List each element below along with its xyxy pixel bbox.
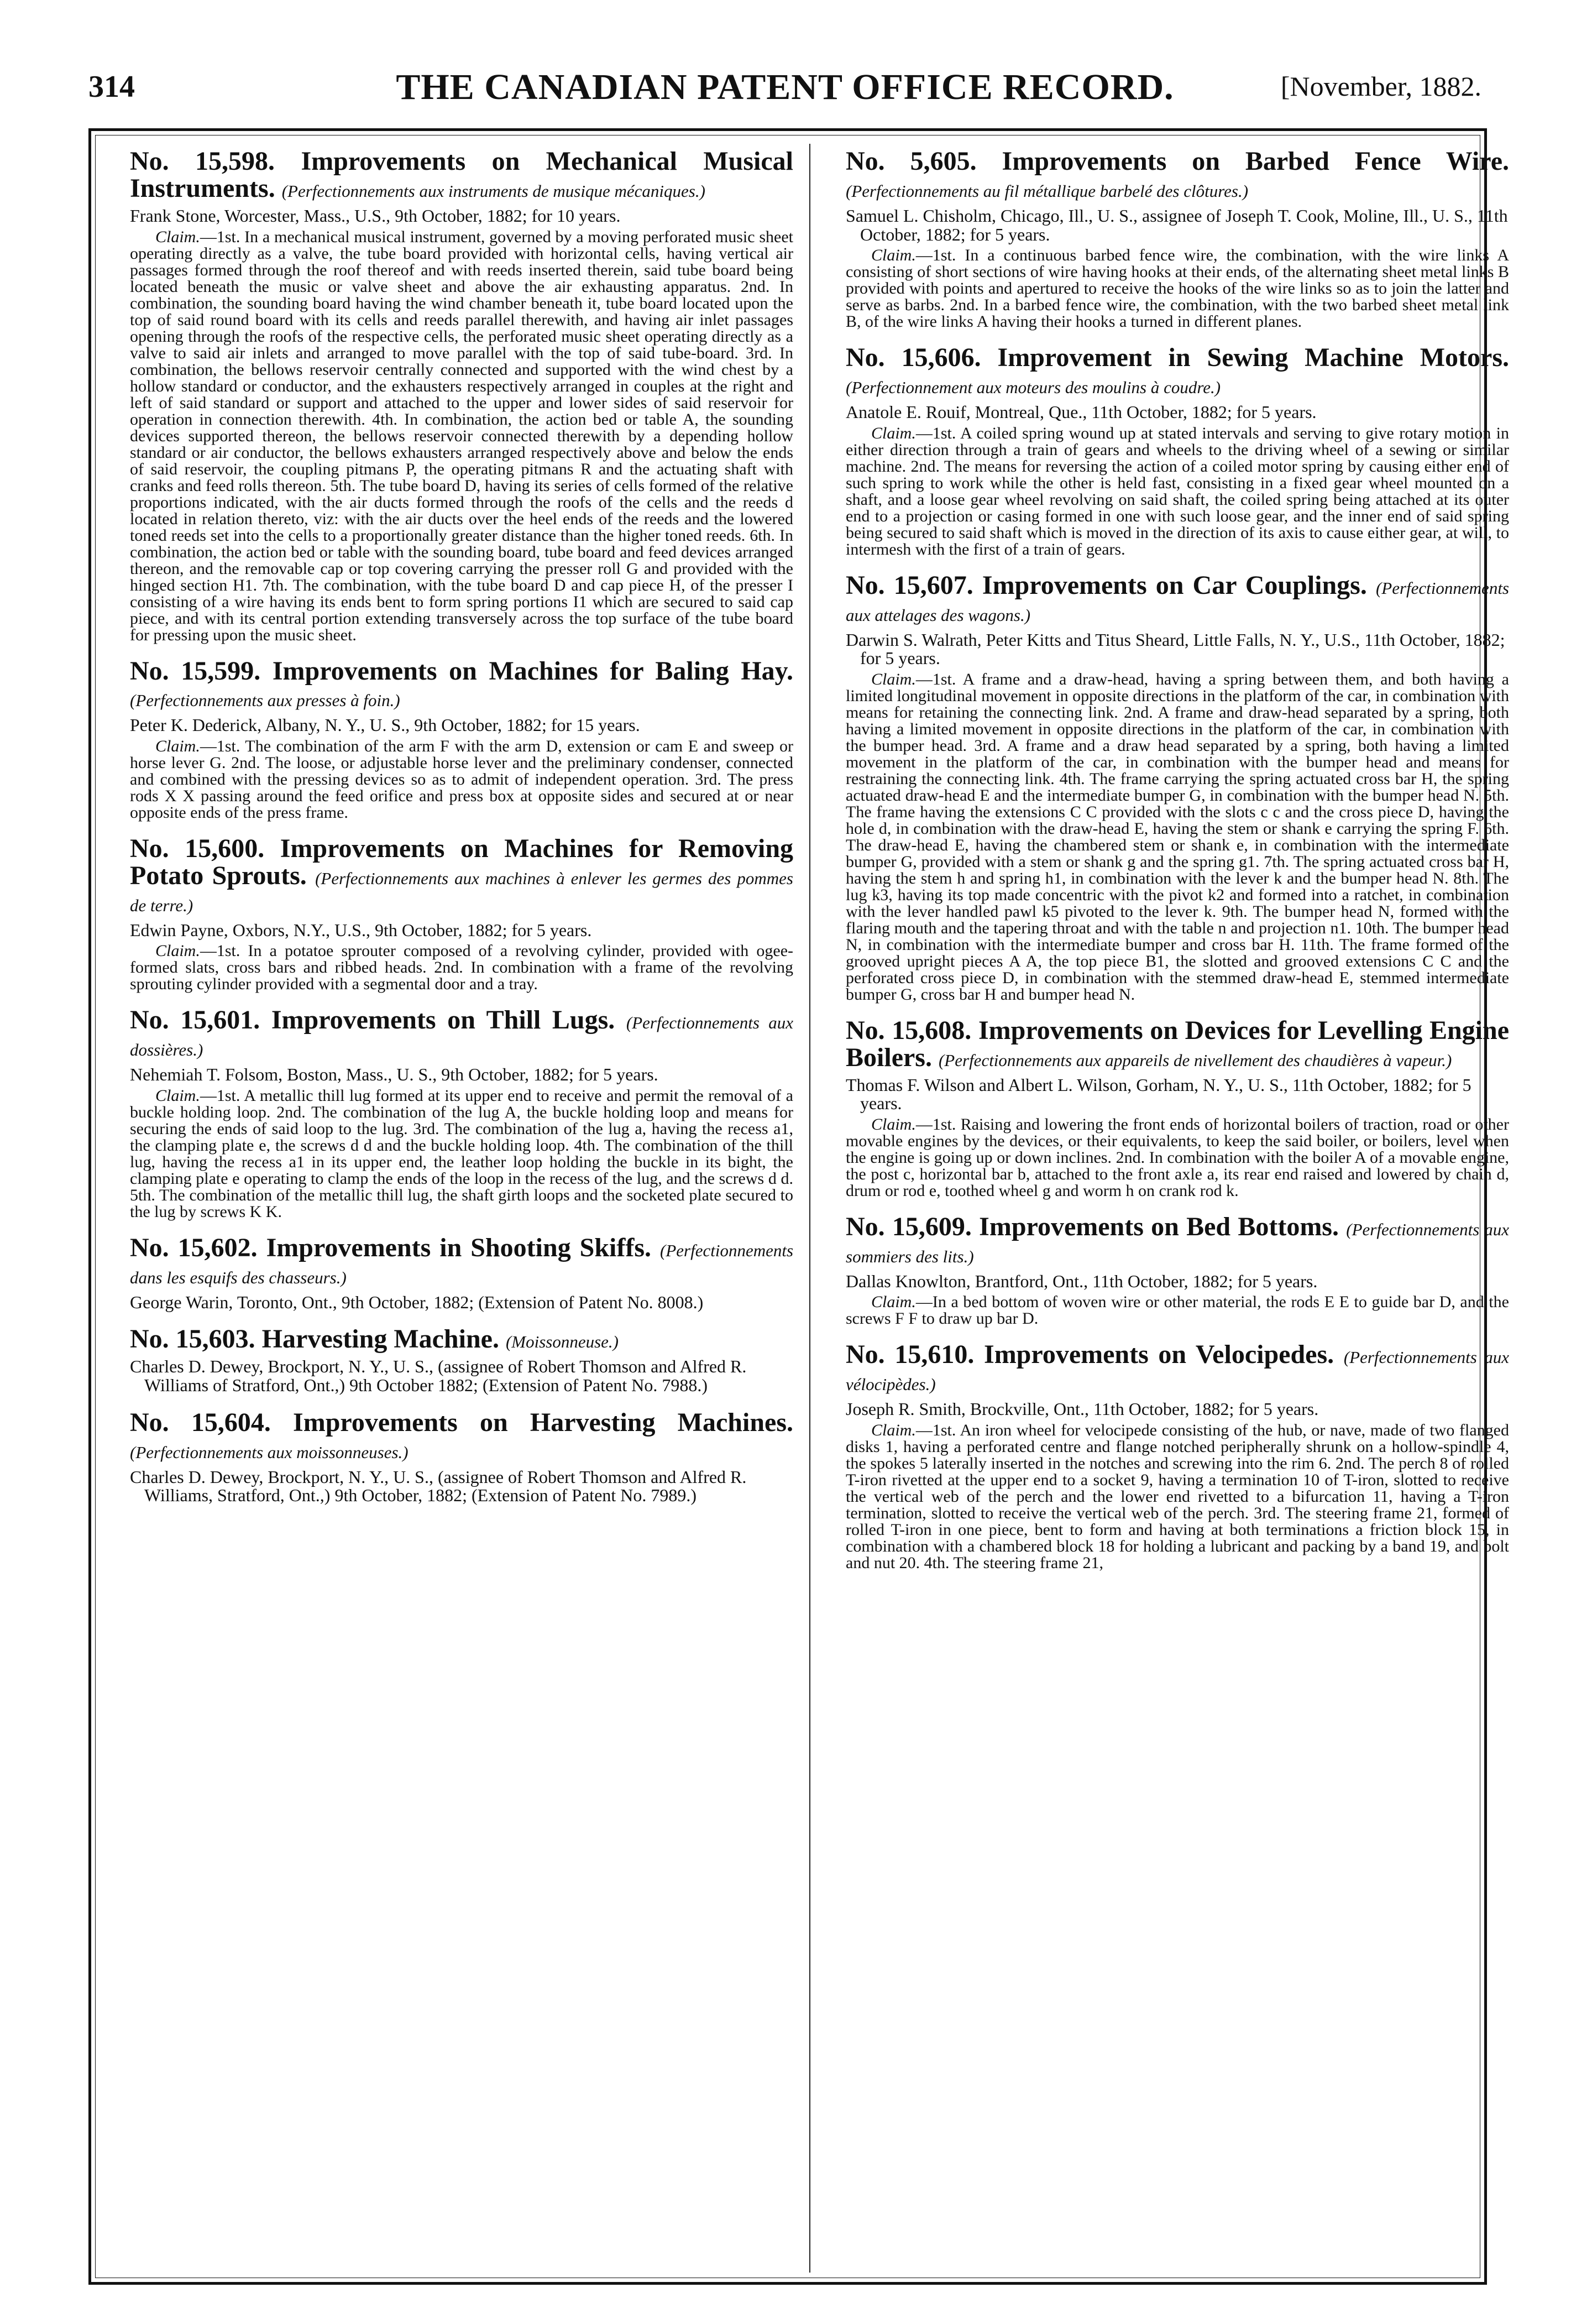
entry-heading xyxy=(846,148,1509,202)
patent-number: No. 5,605. xyxy=(846,147,977,176)
patent-entry-left-3 xyxy=(130,835,793,993)
patent-number: No. 15,601. xyxy=(130,1005,260,1035)
claim-text xyxy=(846,1422,1509,1571)
entry-heading xyxy=(846,1017,1509,1072)
claim-label: Claim. xyxy=(871,246,916,265)
patent-entry-left-2 xyxy=(130,658,793,822)
french-title: (Moissonneuse.) xyxy=(505,1332,619,1352)
patent-title: Improvements on Car Couplings. xyxy=(982,570,1367,600)
patent-number: No. 15,603. xyxy=(130,1324,255,1354)
claim-label: Claim. xyxy=(155,737,200,755)
french-title: (Perfectionnement aux moteurs des moulins à coudre.) xyxy=(846,378,1221,398)
publication-title: THE CANADIAN PATENT OFFICE RECORD. xyxy=(396,67,1174,107)
page-header xyxy=(88,64,1481,113)
patent-entry-right-1 xyxy=(846,148,1509,330)
claim-body: —1st. An iron wheel for velocipede consisting of the hub, or nave, made of two flanged disks 1, having a perforated centre and flange notched peripherally shrunk on a hollow-spindle 4, the spokes 5 laterally inserted in the notches and screwing into the rim 6. 2nd. The perch 8 of rolled T-iron rivetted at the upper end to a socket 9, having a termination 10 of T-iron, slotted to receive the vertical web of the perch and the lower end rivetted to a bifurcation 11, having a T-iron termination, slotted to receive the vertical web of the perch. 3rd. The steering frame 21, formed of rolled T-iron in one piece, bent to form and having at both terminations a friction block 15, in combination with a chambered block 18 for holding a lubricant and packing by a band 19, and bolt and nut 20. 4th. The steering frame 21, xyxy=(846,1420,1509,1572)
entry-heading xyxy=(130,1232,794,1289)
patent-entry-right-2 xyxy=(846,344,1509,558)
patentee-line: Joseph R. Smith, Brockville, Ont., 11th October, 1882; for 5 years. xyxy=(846,1399,1319,1419)
french-title: (Perfectionnements aux vélocipèdes.) xyxy=(846,1348,1510,1395)
french-title: (Perfectionnements aux instruments de musique mécaniques.) xyxy=(281,181,705,201)
entry-heading xyxy=(130,1409,793,1464)
entry-heading xyxy=(846,572,1509,626)
claim-label: Claim. xyxy=(155,1086,200,1105)
claim-text xyxy=(846,247,1509,330)
right-column xyxy=(846,148,1509,1586)
entry-heading xyxy=(846,344,1509,399)
patentee-line: Edwin Payne, Oxbors, N.Y., U.S., 9th October, 1882; for 5 years. xyxy=(130,920,592,940)
entry-heading xyxy=(130,148,793,202)
patentee-line: Frank Stone, Worcester, Mass., U.S., 9th October, 1882; for 10 years. xyxy=(130,205,621,226)
patent-number: No. 15,608. xyxy=(846,1015,972,1045)
issue-date: [November, 1882. xyxy=(1280,71,1481,102)
french-title: (Perfectionnements aux moissonneuses.) xyxy=(130,1442,409,1462)
patent-number: No. 15,610. xyxy=(846,1340,975,1370)
claim-body: —1st. In a mechanical musical instrument, governed by a moving perforated music sheet operating directly as a valve, the tube board provided with horizontal cells, having vertical air passages formed through the roof thereof and with reeds inserted therein, said tube board being located beneath the music or valve sheet and above the air exhausting apparatus. 2nd. In combination, the sounding board having the wind chamber beneath it, tube board located upon the top of said round board with its cells and reeds parallel therewith, and having air inlet passages opening through the roofs of the respective cells, the perforated music sheet operating directly as a valve to said air inlets and arranged to move parallel with the top of said tube-board. 3rd. In combination, the bellows reservoir centrally connected and supported with the wind chest by a hollow standard or conductor, and the exhausters respectively arranged in couples at the right and left of said standard or support and attached to the upper and lower sides of said reservoir for operation in connection therewith. 4th. In combination, the action bed or table A, the sounding devices supported thereon, the bellows reservoir connected therewith by a depending hollow standard or air conductor, the bellows exhausters arranged respectively above and below the ends of said reservoir, the coupling pitmans P, the operating pitmans R and the actuating shaft with cranks and feed rolls thereon. 5th. The tube board D, having its series of cells formed of the relative proportions indicated, with the air ducts formed through the roofs of the cells and the reeds d located in relation thereto, viz: with the air ducts over the heel ends of the reeds and the lowered toned reeds set into the cells to a proportionally greater distance than the higher toned reeds. 6th. In combination, the action bed or table with the sounding board, tube board and feed devices arranged thereon, and the removable cap or top covering carrying the presser roll G and provided with the hinged section H1. 7th. The combination, with the tube board D and cap piece H, of the presser I consisting of a wire having its ends bent to form spring portions I1 which are secured to said cap piece, and with its central portion extending transversely across the top surface of the tube board for pressing upon the music sheet. xyxy=(130,227,793,644)
patent-number: No. 15,609. xyxy=(846,1211,972,1241)
claim-text xyxy=(846,1116,1509,1199)
claim-label: Claim. xyxy=(871,1115,916,1134)
french-title: (Perfectionnements aux presses à foin.) xyxy=(130,691,400,711)
patent-entry-left-4 xyxy=(130,1007,793,1220)
claim-text xyxy=(130,229,793,644)
entry-heading xyxy=(130,1007,793,1061)
claim-text xyxy=(130,1088,793,1220)
patent-entry-right-5 xyxy=(846,1211,1510,1328)
french-title: (Perfectionnements aux dossières.) xyxy=(130,1013,794,1060)
claim-text xyxy=(130,943,793,993)
patentee-line: Samuel L. Chisholm, Chicago, Ill., U. S., assignee of Joseph T. Cook, Moline, Ill., U. S., 11th October, 1882; for 5 years. xyxy=(846,205,1508,244)
claim-body: —1st. In a potatoe sprouter composed of a revolving cylinder, provided with ogee-formed slats, cross bars and ribbed heads. 2nd. In combination with a frame of the revolving sprouting cylinder provided with a segmental door and a tray. xyxy=(130,942,793,994)
french-title: (Perfectionnements aux sommiers des lits.) xyxy=(846,1219,1510,1266)
patent-entry-left-5 xyxy=(130,1232,794,1312)
patent-number: No. 15,602. xyxy=(130,1232,258,1262)
patent-title: Improvements in Shooting Skiffs. xyxy=(266,1232,652,1262)
claim-text xyxy=(130,738,793,821)
patent-title: Improvements on Harvesting Machines. xyxy=(293,1407,794,1437)
claim-text xyxy=(846,425,1509,558)
patent-entry-right-6 xyxy=(846,1341,1509,1571)
claim-label: Claim. xyxy=(155,942,200,960)
patent-number: No. 15,598. xyxy=(130,147,275,176)
column-divider xyxy=(809,144,810,2273)
claim-label: Claim. xyxy=(155,227,200,246)
left-column xyxy=(130,148,793,1519)
claim-body: —1st. A metallic thill lug formed at its upper end to receive and permit the removal of a buckle holding loop. 2nd. The combination of the lug A, the buckle holding loop and means for securing the ends of said loop to the lug. 3rd. The combination of the lug a, having the recess a1, the clamping plate e, the screws d d and the buckle holding loop. 4th. The combination of the thill lug, having the recess a1 in its upper end, the leather loop holding the buckle in its bight, the clamping plate e operating to clamp the ends of the loop in the recess of the lug, and the screws d d. 5th. The combination of the metallic thill lug, the shaft girth loops and the socketed plate secured to the lug by screws K K. xyxy=(130,1086,793,1221)
patent-number: No. 15,604. xyxy=(130,1407,271,1437)
claim-label: Claim. xyxy=(871,1420,916,1439)
patent-title: Improvements on Machines for Removing Potato Sprouts. xyxy=(130,834,794,890)
patentee-line: Peter K. Dederick, Albany, N. Y., U. S., 9th October, 1882; for 15 years. xyxy=(130,715,640,735)
patent-entry-right-4 xyxy=(846,1017,1509,1199)
french-title: (Perfectionnements au fil métallique barbelé des clôtures.) xyxy=(846,181,1249,201)
claim-body: —1st. The combination of the arm F with the arm D, extension or cam E and sweep or horse lever G. 2nd. The loose, or adjustable horse lever and the preliminary condenser, connected and combined with the pressing devices so as to admit of independent operation. 3rd. The press rods X X passing around the feed orifice and press box at opposite sides and secured at or near opposite ends of the press frame. xyxy=(130,737,793,822)
claim-text xyxy=(846,671,1509,1003)
patent-title: Improvements on Thill Lugs. xyxy=(271,1005,615,1035)
patent-number: No. 15,600. xyxy=(130,834,265,863)
french-title: (Perfectionnements aux appareils de nivellement des chaudières à vapeur.) xyxy=(938,1050,1452,1070)
patent-title: Improvements on Machines for Baling Hay. xyxy=(272,656,794,686)
french-title: (Perfectionnements dans les esquifs des chasseurs.) xyxy=(130,1240,794,1287)
patentee-line: Dallas Knowlton, Brantford, Ont., 11th October, 1882; for 5 years. xyxy=(846,1271,1318,1291)
claim-text xyxy=(846,1294,1509,1327)
patentee-line: Thomas F. Wilson and Albert L. Wilson, Gorham, N. Y., U. S., 11th October, 1882; for 5 years. xyxy=(846,1074,1471,1114)
patentee-line: Anatole E. Rouif, Montreal, Que., 11th October, 1882; for 5 years. xyxy=(846,402,1317,422)
claim-body: —In a bed bottom of woven wire or other material, the rods E E to guide bar D, and the screws F F to draw up bar D. xyxy=(846,1293,1509,1328)
patent-title: Improvements on Velocipedes. xyxy=(984,1340,1334,1370)
patentee-line: Darwin S. Walrath, Peter Kitts and Titus Sheard, Little Falls, N. Y., U.S., 11th October, 1882; for 5 years. xyxy=(846,629,1505,669)
french-title: (Perfectionnements aux machines à enlever les germes des pommes de terre.) xyxy=(130,868,793,915)
patentee-line: Charles D. Dewey, Brockport, N. Y., U. S., (assignee of Robert Thomson and Alfred R. Williams of Stratford, Ont.,) 9th October 1882; (Extension of Patent No. 7988.) xyxy=(130,1356,747,1395)
patent-entry-left-7 xyxy=(130,1409,793,1505)
claim-body: —1st. In a continuous barbed fence wire, the combination, with the wire links A consisting of short sections of wire having hooks at their ends, of the alternating sheet metal links B provided with points and apertured to receive the hooks of the wire links so as to join the latter and serve as barbs. 2nd. In a barbed fence wire, the combination, with the two barbed sheet metal link B, of the wire links A having their hooks a turned in different planes. xyxy=(846,246,1509,331)
entry-heading xyxy=(846,1341,1509,1396)
patent-entry-left-1 xyxy=(130,148,793,644)
french-title: (Perfectionnements aux attelages des wagons.) xyxy=(846,578,1509,625)
patent-title: Improvements on Bed Bottoms. xyxy=(979,1211,1339,1241)
patent-number: No. 15,607. xyxy=(846,570,973,600)
patent-number: No. 15,599. xyxy=(130,656,261,686)
claim-body: —1st. A frame and a draw-head, having a spring between them, and both having a limited longitudinal movement in opposite directions in the platform of the car, in combination with means for retaining the connecting link. 2nd. A frame and draw-head separated by a spring, both having a limited movement in opposite directions in the platform of the car, in combination with the bumper head. 3rd. A frame and a draw head separated by a spring, both having a limited movement in the platform of the car, in combination with the bumper head and means for restraining the connecting link. 4th. The frame carrying the spring actuated cross bar H, the spring actuated draw-head E and the intermediate bumper G, in combination with the bumper head N. 5th. The frame having the extensions C C provided with the slots c c and the cross piece D, having the hole d, in combination with the draw-head E, having the stem or shank e carrying the spring F. 6th. The draw-head E, having the chambered stem or shank e, in combination with the intermediate bumper G, provided with a stem or shank g and the spring g1. 7th. The spring actuated cross bar H, having the stem h and spring h1, in combination with the lever k and the bumper head N. 8th. The lug k3, having its top made concentric with the pivot k2 and formed into a ratchet, in combination with the lever handled pawl k5 pivoted to the lever k. 9th. The bumper head N, formed with the flaring mouth and the tapering throat and with the table n and projection n1. 10th. The bumper head N, in combination with the intermediate bumper and cross bar H. 11th. The frame formed of the grooved upright pieces A A, the top piece B1, the slotted and grooved extensions C C and the perforated cross piece D, in combination with the stemmed draw-head E, stemmed intermediate bumper G, cross bar H and bumper head N. xyxy=(846,670,1509,1004)
claim-body: —1st. Raising and lowering the front ends of horizontal boilers of traction, road or other movable engines by the devices, or their equivalents, to keep the said boiler, or boilers, level when the engine is going up or down inclines. 2nd. In combination with the boiler A of a movable engine, the post c, horizontal bar b, attached to the front axle a, its rear end raised and lowered by chain d, drum or rod e, toothed wheel g and worm h on crank rod k. xyxy=(846,1115,1509,1200)
patent-title: Improvements on Devices for Levelling Engine Boilers. xyxy=(846,1015,1509,1072)
patent-entry-right-3 xyxy=(846,572,1509,1003)
patent-title: Improvements on Barbed Fence Wire. xyxy=(1002,147,1510,176)
patent-title: Improvements on Mechanical Musical Instruments. xyxy=(130,147,793,203)
entry-heading xyxy=(130,1326,793,1353)
patentee-line: George Warin, Toronto, Ont., 9th October, 1882; (Extension of Patent No. 8008.) xyxy=(130,1292,704,1312)
entry-heading xyxy=(846,1211,1510,1268)
claim-body: —1st. A coiled spring wound up at stated intervals and serving to give rotary motion in either direction through a train of gears and wheels to the driving wheel of a sewing or similar machine. 2nd. The means for reversing the action of a coiled motor spring by causing either end of such spring to work while the other is held fast, consisting in a fixed gear wheel mounted on a shaft, and a loose gear wheel revolving on said shaft, the coiled spring being attached at its outer end to a projection or casing formed in one with such loose gear, and the inner end of said spring being secured to said shaft which is moved in the direction of its axis to cause either gear, at will, to intermesh with the first of a train of gears. xyxy=(846,424,1509,558)
patentee-line: Charles D. Dewey, Brockport, N. Y., U. S., (assignee of Robert Thomson and Alfred R. Williams, Stratford, Ont.,) 9th October, 1882; (Extension of Patent No. 7989.) xyxy=(130,1466,747,1506)
patent-entry-left-6 xyxy=(130,1326,793,1395)
entry-heading xyxy=(130,658,793,712)
patent-title: Improvement in Sewing Machine Motors. xyxy=(997,343,1509,373)
claim-label: Claim. xyxy=(871,1293,916,1312)
patentee-line: Nehemiah T. Folsom, Boston, Mass., U. S., 9th October, 1882; for 5 years. xyxy=(130,1064,658,1085)
patent-title: Harvesting Machine. xyxy=(261,1324,499,1354)
claim-label: Claim. xyxy=(871,670,916,688)
patent-number: No. 15,606. xyxy=(846,343,981,373)
page-number: 314 xyxy=(88,70,135,104)
claim-label: Claim. xyxy=(871,424,916,442)
entry-heading xyxy=(130,835,793,917)
